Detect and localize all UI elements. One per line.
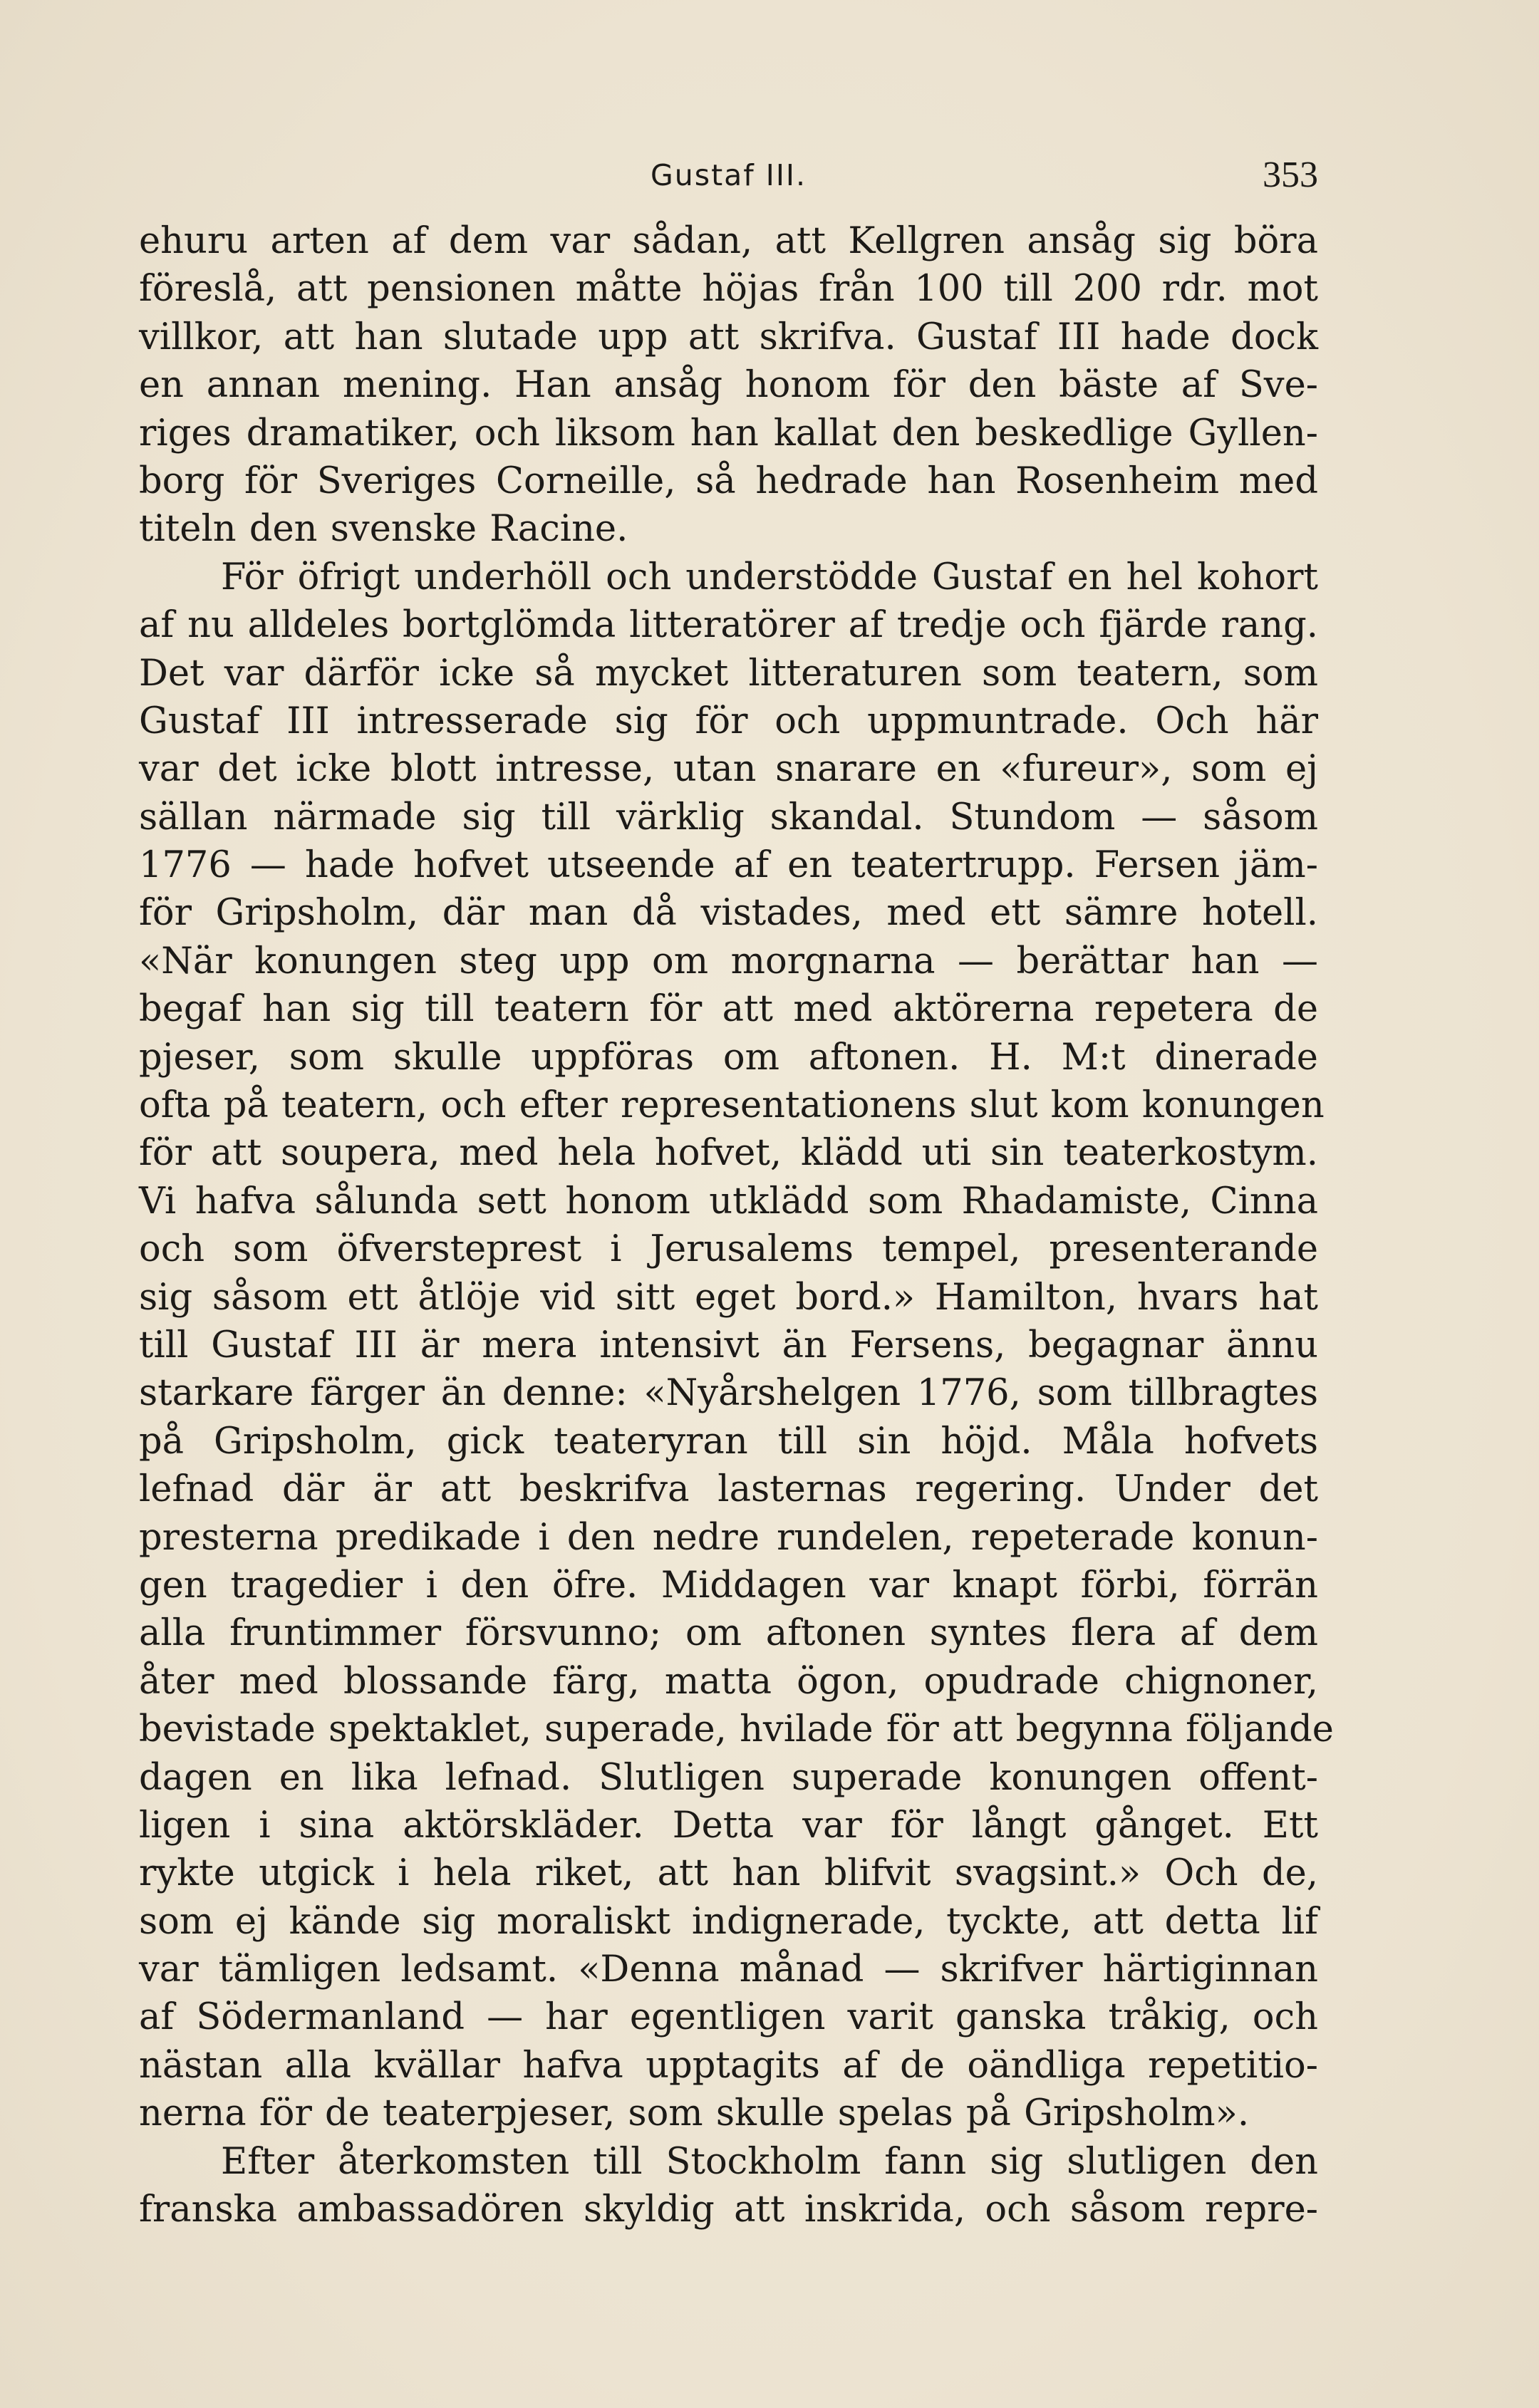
text-line: nerna för de teaterpjeser, som skulle spelas på Gripsholm».	[139, 2092, 1250, 2135]
text-line: Vi hafva sålunda sett honom utklädd som Rhadamiste, Cinna	[139, 1180, 1318, 1223]
text-line: villkor, att han slutade upp att skrifva. Gustaf III hade dock	[139, 316, 1318, 358]
text-line: dagen en lika lefnad. Slutligen superade konungen offent-	[139, 1756, 1318, 1799]
page-number: 353	[1263, 155, 1318, 195]
text-line: sig såsom ett åtlöje vid sitt eget bord.» Hamilton, hvars hat	[139, 1276, 1318, 1319]
text-line: alla fruntimmer försvunno; om aftonen syntes flera af dem	[139, 1612, 1318, 1655]
text-line: 1776 — hade hofvet utseende af en teatertrupp. Fersen jäm-	[139, 844, 1318, 887]
text-line: riges dramatiker, och liksom han kallat den beskedlige Gyllen-	[139, 412, 1318, 455]
text-line: sällan närmade sig till värklig skandal. Stundom — såsom	[139, 796, 1318, 839]
text-line: en annan mening. Han ansåg honom för den bäste af Sve-	[139, 364, 1318, 407]
text-line: var tämligen ledsamt. «Denna månad — skrifver härtiginnan	[139, 1948, 1318, 1991]
text-line: föreslå, att pensionen måtte höjas från 100 till 200 rdr. mot	[139, 268, 1318, 311]
paragraph-first-line: Efter återkomsten till Stockholm fann sig slutligen den	[221, 2140, 1318, 2183]
text-line: åter med blossande färg, matta ögon, opudrade chignoner,	[139, 1660, 1318, 1703]
text-line: presterna predikade i den nedre rundelen, repeterade konun-	[139, 1516, 1318, 1559]
text-line: gen tragedier i den öfre. Middagen var knapt förbi, förrän	[139, 1564, 1318, 1607]
text-line: ligen i sina aktörskläder. Detta var för långt gånget. Ett	[139, 1804, 1318, 1847]
text-line: ofta på teatern, och efter representationens slut kom konungen	[139, 1084, 1325, 1127]
text-line: ehuru arten af dem var sådan, att Kellgren ansåg sig böra	[139, 220, 1318, 262]
text-line: af nu alldeles bortglömda litteratörer af tredje och fjärde rang.	[139, 604, 1318, 647]
text-line: begaf han sig till teatern för att med aktörerna repetera de	[139, 988, 1318, 1031]
text-line: «När konungen steg upp om morgnarna — berättar han —	[139, 940, 1318, 982]
running-head: Gustaf III.	[650, 158, 807, 192]
text-line: pjeser, som skulle uppföras om aftonen. H. M:t dinerade	[139, 1036, 1318, 1079]
text-line: borg för Sveriges Corneille, så hedrade han Rosenheim med	[139, 460, 1318, 502]
text-line: franska ambassadören skyldig att inskrida, och såsom repre-	[139, 2189, 1318, 2231]
text-line: starkare färger än denne: «Nyårshelgen 1776, som tillbragtes	[139, 1372, 1318, 1415]
text-line: lefnad där är att beskrifva lasternas regering. Under det	[139, 1468, 1318, 1511]
text-line: för Gripsholm, där man då vistades, med ett sämre hotell.	[139, 892, 1318, 935]
text-line: till Gustaf III är mera intensivt än Fersens, begagnar ännu	[139, 1324, 1318, 1366]
page-header	[139, 151, 1318, 201]
text-line: som ej kände sig moraliskt indignerade, tyckte, att detta lif	[139, 1900, 1318, 1943]
body-text	[139, 217, 1334, 2233]
text-line: på Gripsholm, gick teateryran till sin höjd. Måla hofvets	[139, 1420, 1318, 1463]
paragraph-first-line: För öfrigt underhöll och understödde Gustaf en hel kohort	[221, 556, 1318, 598]
text-line: af Södermanland — har egentligen varit ganska tråkig, och	[139, 1996, 1318, 2039]
text-line: för att soupera, med hela hofvet, klädd uti sin teaterkostym.	[139, 1132, 1318, 1175]
text-line: Det var därför icke så mycket litteraturen som teatern, som	[139, 652, 1318, 695]
text-line: var det icke blott intresse, utan snarare en «fureur», som ej	[139, 748, 1318, 791]
text-line: titeln den svenske Racine.	[139, 508, 628, 551]
text-line: rykte utgick i hela riket, att han blifvit svagsint.» Och de,	[139, 1852, 1318, 1895]
text-line: och som öfversteprest i Jerusalems tempel, presenterande	[139, 1228, 1318, 1271]
text-line: nästan alla kvällar hafva upptagits af de oändliga repetitio-	[139, 2044, 1318, 2087]
text-line: Gustaf III intresserade sig för och uppmuntrade. Och här	[139, 700, 1318, 742]
text-line: bevistade spektaklet, superade, hvilade för att begynna följande	[139, 1708, 1334, 1751]
